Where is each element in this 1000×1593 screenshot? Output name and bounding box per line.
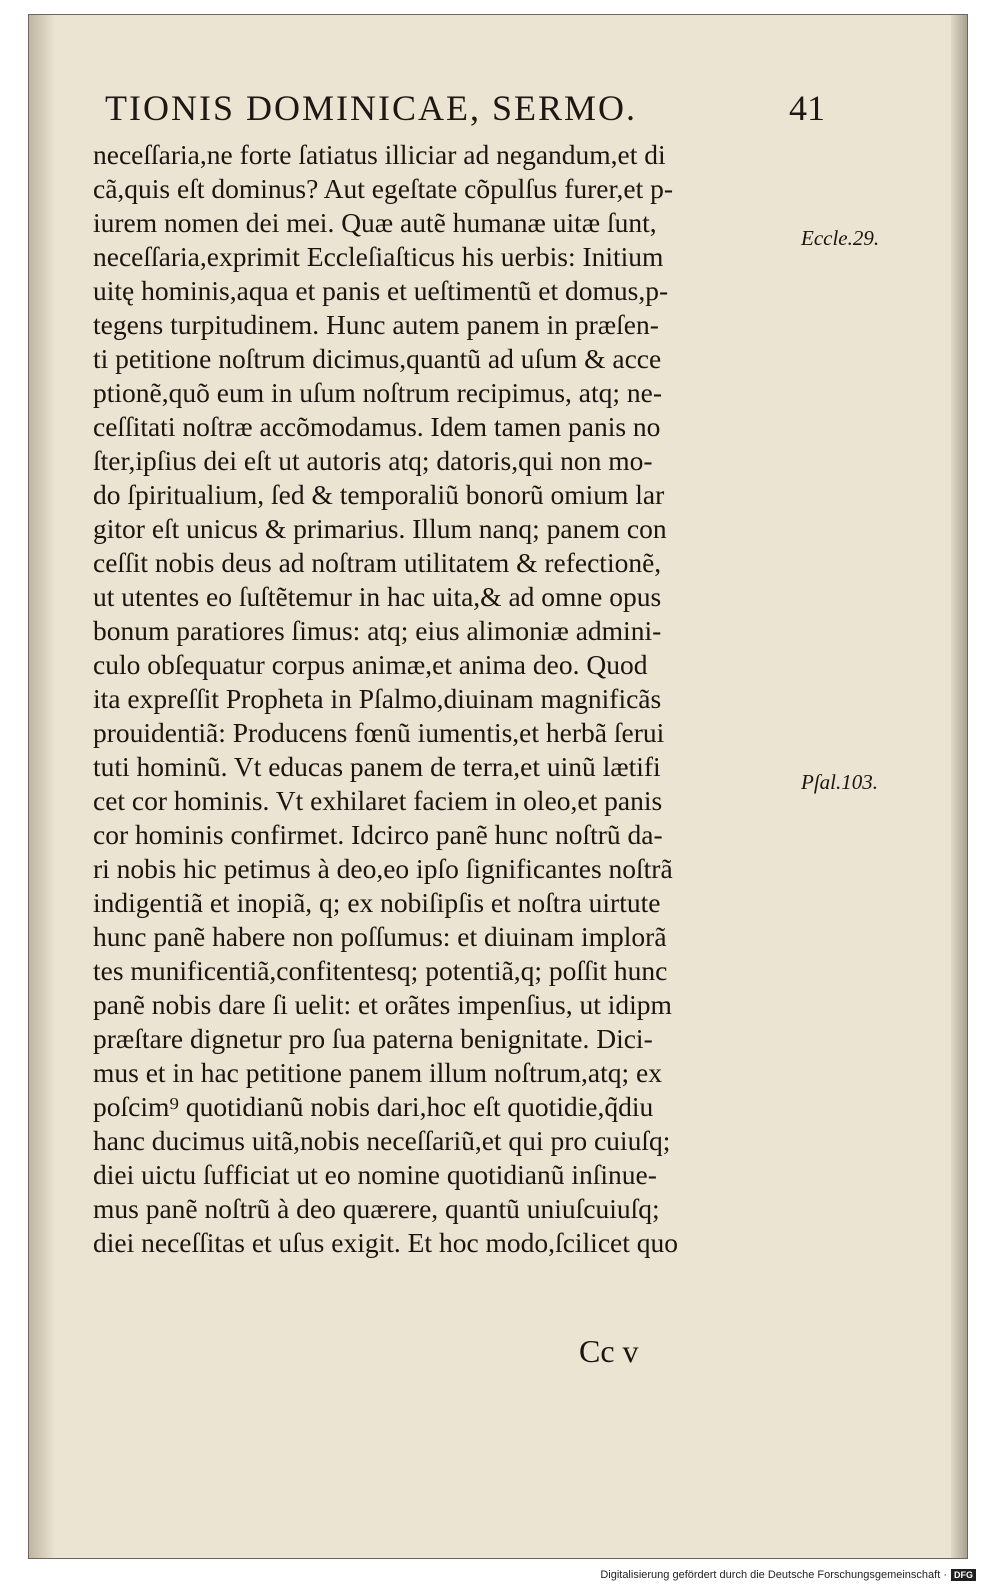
text-line: ceſſit nobis deus ad noſtram utilitatem & refectionẽ, [93, 547, 662, 578]
text-line: bonum paratiores ſimus: atq; eius alimoniæ admini- [93, 615, 662, 646]
book-page [28, 14, 968, 1559]
marginal-note: Eccle.29. [801, 226, 880, 250]
page-edge-shadow [951, 15, 967, 1558]
text-line: cet cor hominis. Vt exhilaret faciem in oleo,et panis [93, 785, 663, 816]
page-number: 41 [789, 88, 825, 128]
text-line: ut utentes eo ſuſtẽtemur in hac uita,& ad omne opus [93, 581, 662, 612]
text-line: tegens turpitudinem. Hunc autem panem in præſen- [93, 309, 659, 340]
text-line: indigentiã et inopiã, q; ex nobiſipſis et noſtra uirtute [93, 887, 661, 918]
signature-mark: Cc v [579, 1333, 639, 1369]
text-line: tes munificentiã,confitentesq; potentiã,q; poſſit hunc [93, 955, 668, 986]
text-line: hanc ducimus uitã,nobis neceſſariũ,et qui pro cuiuſq; [93, 1125, 671, 1156]
text-line: diei uictu ſufficiat ut eo nomine quotidianũ inſinue- [93, 1159, 657, 1190]
text-line: mus et in hac petitione panem illum noſtrum,atq; ex [93, 1057, 662, 1088]
text-line: ptionẽ,quõ eum in uſum noſtrum recipimus, atq; ne- [93, 377, 663, 408]
text-line: præſtare dignetur pro ſua paterna benignitate. Dici- [93, 1023, 653, 1054]
text-line: iurem nomen dei mei. Quæ autẽ humanæ uitæ ſunt, [93, 207, 657, 238]
text-line: neceſſaria,exprimit Eccleſiaſticus his uerbis: Initium [93, 241, 664, 272]
text-line: ita expreſſit Propheta in Pſalmo,diuinam magnificãs [93, 683, 662, 714]
text-line: poſcim⁹ quotidianũ nobis dari,hoc eſt quotidie,q̃diu [93, 1091, 654, 1122]
text-line: diei neceſſitas et uſus exigit. Et hoc modo,ſcilicet quo [93, 1227, 678, 1258]
funding-credit: Digitalisierung gefördert durch die Deutsche Forschungsgemeinschaft · [600, 1569, 947, 1581]
text-line: culo obſequatur corpus animæ,et anima deo. Quod [93, 649, 648, 680]
text-line: gitor eſt unicus & primarius. Illum nanq; panem con [93, 513, 667, 544]
text-line: panẽ nobis dare ſi uelit: et orãtes impenſius, ut idipm [93, 989, 672, 1020]
digitization-footer [600, 1563, 976, 1587]
text-line: neceſſaria,ne forte ſatiatus illiciar ad negandum,et di [93, 139, 666, 170]
text-line: ri nobis hic petimus à deo,eo ipſo ſignificantes noſtrã [93, 853, 673, 884]
text-line: uitę hominis,aqua et panis et ueſtimentũ et domus,p- [93, 275, 669, 306]
text-line: ti petitione noſtrum dicimus,quantũ ad uſum & acce [93, 343, 662, 374]
text-line: do ſpiritualium, ſed & temporaliũ bonorũ omium lar [93, 479, 665, 510]
dfg-logo-icon: DFG [951, 1569, 976, 1581]
text-line: ceſſitati noſtræ accõmodamus. Idem tamen panis no [93, 411, 661, 442]
text-line: cor hominis confirmet. Idcirco panẽ hunc noſtrũ da- [93, 819, 663, 850]
text-line: prouidentiã: Producens fœnũ iumentis,et herbã ſerui [93, 717, 665, 748]
text-line: tuti hominũ. Vt educas panem de terra,et uinũ lætifi [93, 751, 661, 782]
text-line: hunc panẽ habere non poſſumus: et diuinam implorã [93, 921, 667, 952]
text-line: ſter,ipſius dei eſt ut autoris atq; datoris,qui non mo- [93, 445, 653, 476]
marginal-note: Pſal.103. [801, 770, 878, 794]
text-line: mus panẽ noſtrũ à deo quærere, quantũ uniuſcuiuſq; [93, 1193, 660, 1224]
body-text [93, 138, 833, 1260]
running-title: TIONIS DOMINICAE, SERMO. [105, 88, 637, 128]
text-line: cã,quis eſt dominus? Aut egeſtate cõpulſus furer,et p- [93, 173, 674, 204]
running-header [105, 87, 825, 137]
page-gutter-shadow [29, 15, 55, 1558]
